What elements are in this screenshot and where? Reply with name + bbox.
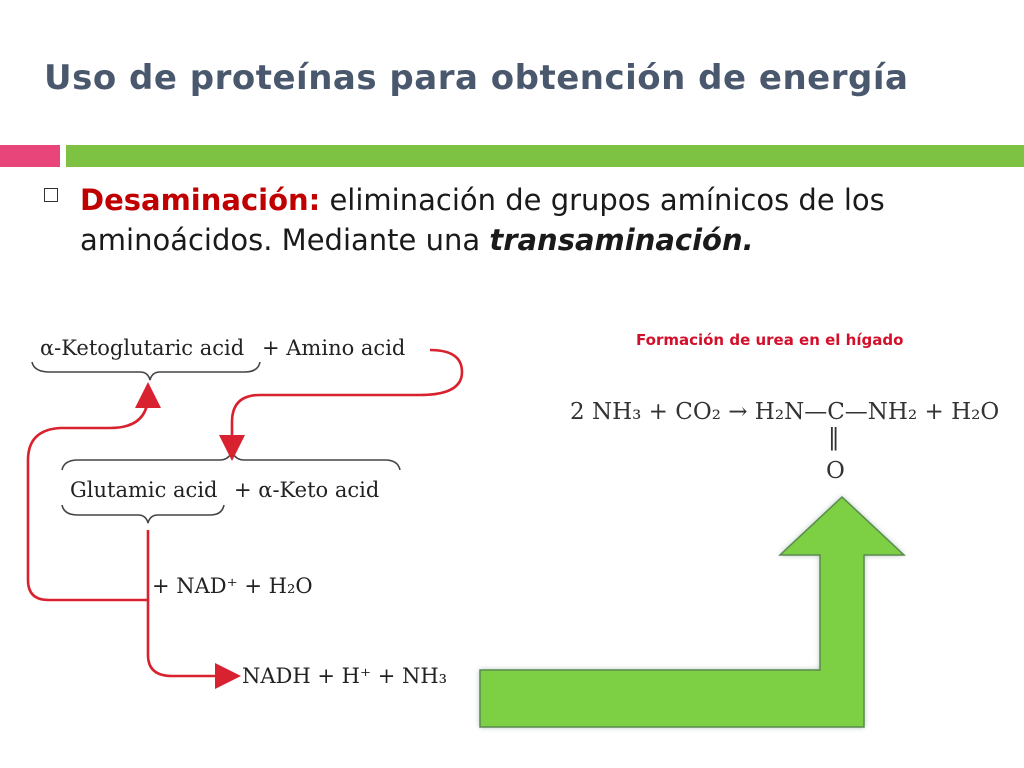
urea-caption: Formación de urea en el hígado: [636, 331, 904, 349]
brace-ketoglutaric: [32, 362, 260, 380]
term-desaminacion: Desaminación:: [80, 183, 321, 217]
urea-equation: 2 NH₃ + CO₂ → H₂N—C—NH₂ + H₂O: [570, 399, 1000, 425]
brace-glutamic-top: [62, 452, 400, 470]
brace-glutamic-bottom: [62, 505, 224, 523]
keto-acid-label: + α-Keto acid: [234, 478, 380, 502]
urea-oxygen: O: [826, 458, 845, 484]
products-label: NADH + H⁺ + NH₃: [242, 664, 448, 688]
arrow-amino-to-keto: [232, 350, 462, 448]
reagents-label: + NAD⁺ + H₂O: [152, 574, 313, 598]
urea-double-bond: ‖: [828, 425, 840, 451]
arrow-glutamic-to-ketoglutaric: [148, 530, 228, 676]
page-title: Uso de proteínas para obtención de energía: [44, 58, 909, 98]
term-transaminacion: transaminación.: [489, 223, 754, 257]
big-green-arrow-icon: [480, 497, 904, 727]
bullet-body-text: eliminación de grupos amínicos de los aminoácidos. Mediante una: [80, 183, 885, 257]
ketoglutaric-acid-label: α-Ketoglutaric acid: [40, 336, 245, 360]
amino-acid-label: + Amino acid: [262, 336, 406, 360]
glutamic-acid-label: Glutamic acid: [70, 478, 218, 502]
